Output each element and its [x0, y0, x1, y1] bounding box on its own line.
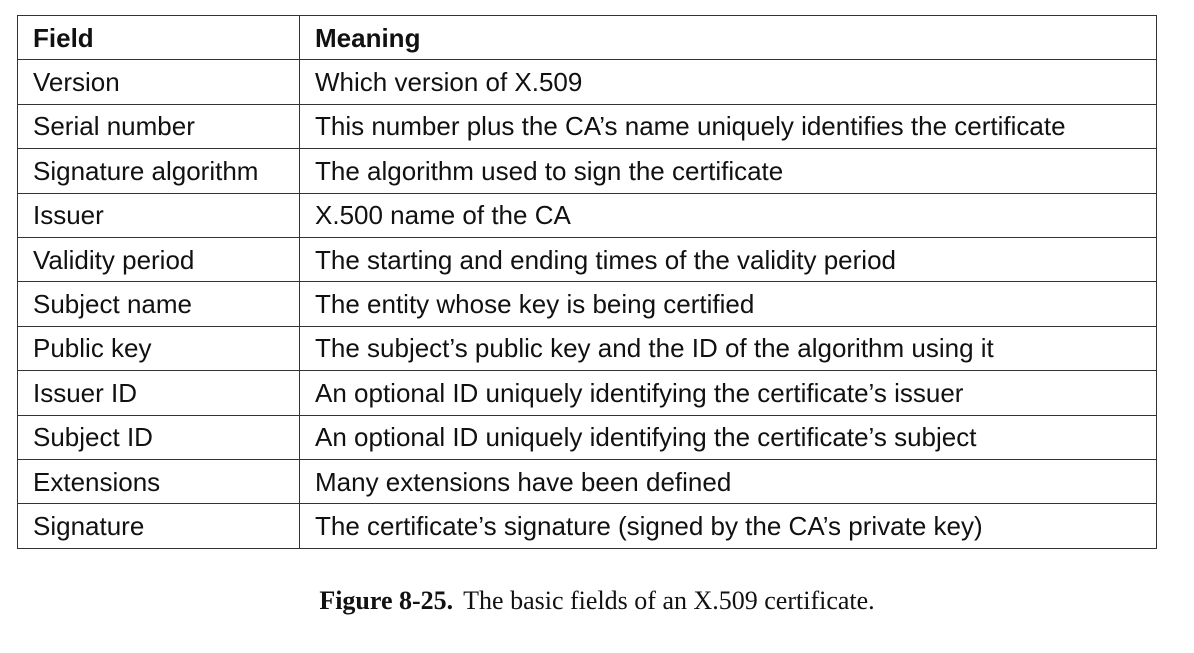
- meaning-cell: An optional ID uniquely identifying the certificate’s subject: [300, 415, 1157, 459]
- certificate-fields-table: [17, 15, 1157, 549]
- meaning-cell: An optional ID uniquely identifying the certificate’s issuer: [300, 371, 1157, 415]
- table-row: [18, 459, 1157, 503]
- table-row: [18, 415, 1157, 459]
- table-row: [18, 371, 1157, 415]
- table-row: [18, 282, 1157, 326]
- table-header-row: [18, 16, 1157, 60]
- field-cell: Extensions: [18, 459, 300, 503]
- meaning-cell: Which version of X.509: [300, 60, 1157, 104]
- column-header-meaning: Meaning: [300, 16, 1157, 60]
- field-cell: Subject name: [18, 282, 300, 326]
- table-row: [18, 60, 1157, 104]
- field-cell: Validity period: [18, 237, 300, 281]
- table-row: [18, 193, 1157, 237]
- table-row: [18, 149, 1157, 193]
- field-cell: Public key: [18, 326, 300, 370]
- meaning-cell: The subject’s public key and the ID of the algorithm using it: [300, 326, 1157, 370]
- figure-label: Figure 8-25.: [319, 586, 454, 615]
- field-cell: Subject ID: [18, 415, 300, 459]
- meaning-cell: The algorithm used to sign the certificate: [300, 149, 1157, 193]
- meaning-cell: The certificate’s signature (signed by the CA’s private key): [300, 504, 1157, 548]
- table-row: [18, 237, 1157, 281]
- field-cell: Serial number: [18, 104, 300, 148]
- column-header-field: Field: [18, 16, 300, 60]
- meaning-cell: Many extensions have been defined: [300, 459, 1157, 503]
- table-row: [18, 104, 1157, 148]
- meaning-cell: X.500 name of the CA: [300, 193, 1157, 237]
- table-row: [18, 326, 1157, 370]
- field-cell: Version: [18, 60, 300, 104]
- field-cell: Issuer ID: [18, 371, 300, 415]
- meaning-cell: The entity whose key is being certified: [300, 282, 1157, 326]
- field-cell: Signature: [18, 504, 300, 548]
- meaning-cell: The starting and ending times of the validity period: [300, 237, 1157, 281]
- meaning-cell: This number plus the CA’s name uniquely identifies the certificate: [300, 104, 1157, 148]
- figure-caption: [0, 586, 1194, 616]
- field-cell: Issuer: [18, 193, 300, 237]
- table-row: [18, 504, 1157, 548]
- field-cell: Signature algorithm: [18, 149, 300, 193]
- figure-caption-text: The basic fields of an X.509 certificate.: [463, 586, 875, 615]
